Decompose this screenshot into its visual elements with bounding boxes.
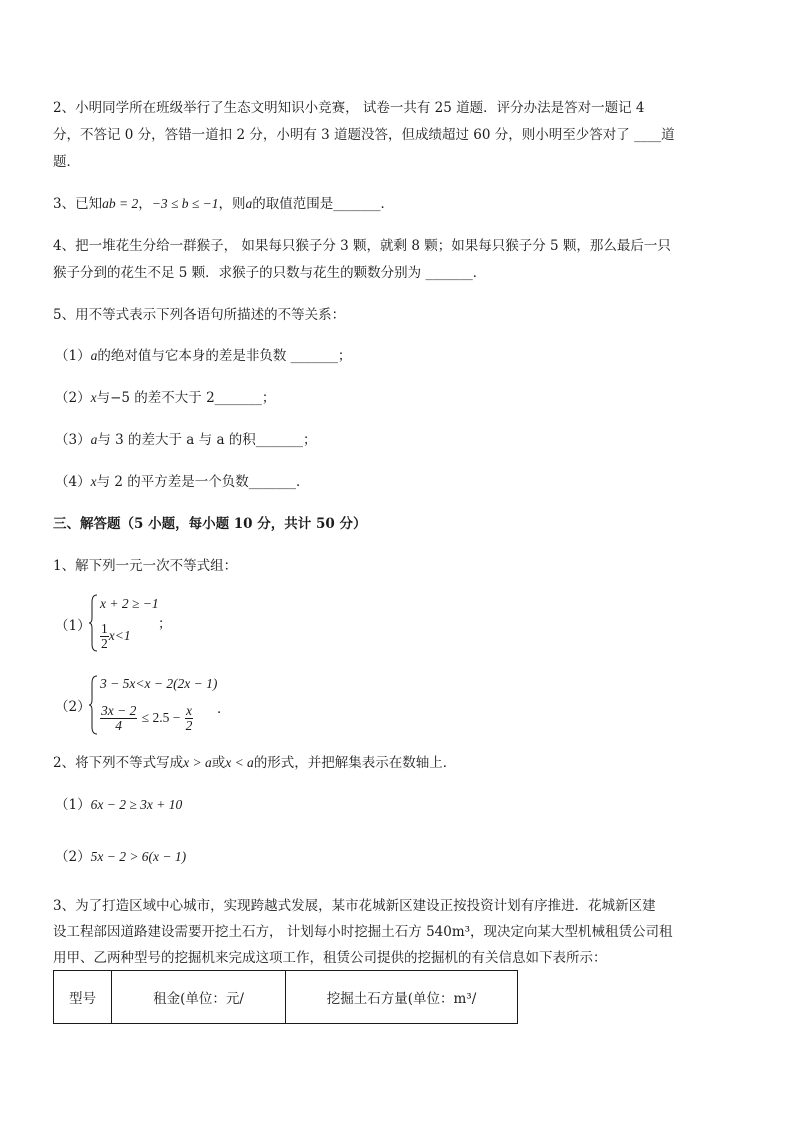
table-row — [54, 971, 518, 1024]
system-eq1: 3 − 5x<x − 2(2x − 1) — [100, 676, 218, 691]
q5-item-3 — [55, 430, 317, 450]
q5-item-label: （1） — [55, 348, 91, 364]
q3-mid: ，则 — [218, 196, 246, 212]
p2-item-expr: 5x − 2 > 6(x − 1) — [90, 849, 187, 864]
q2-line2: 分，不答记 0 分，答错一道扣 2 分，小明有 3 道题没答，但成绩超过 60 分，则小明至少答对了 ____道 — [53, 127, 675, 143]
p2-or: 或 — [211, 755, 226, 771]
p1-stem: 1、解下列一元一次不等式组： — [53, 558, 238, 574]
q3-line — [53, 194, 394, 214]
p2-form1: x > a — [183, 755, 212, 770]
frac-den: 4 — [115, 718, 123, 733]
q5-item-4 — [55, 472, 310, 492]
q5-item-var: a — [90, 432, 98, 447]
p1-system-1 — [55, 592, 255, 656]
q5-item-text: 与 3 的差大于 a 与 a 的积_______； — [97, 432, 317, 448]
q5-item-1 — [55, 346, 351, 366]
q3-cond1: ab = 2 — [102, 196, 139, 211]
q3-cond2: −3 ≤ b ≤ −1 — [151, 196, 219, 211]
q5-item-2 — [55, 388, 275, 408]
q5-item-var: a — [90, 348, 98, 363]
frac-num: 3x − 2 — [101, 703, 137, 718]
q5-item-var: x — [90, 390, 97, 405]
p3-line2: 设工程部因道路建设需要开挖土石方， 计划每小时挖掘土石方 540m³，现决定向某大型机械租赁公司租 — [53, 924, 673, 940]
p2-stem-a: 2、将下列不等式写成 — [53, 755, 184, 771]
p2-item-1 — [55, 795, 182, 815]
p2-item-expr: 6x − 2 ≥ 3x + 10 — [90, 797, 183, 812]
system-eq1: x + 2 ≥ −1 — [100, 596, 159, 611]
q5-stem: 5、用不等式表示下列各语句所描述的不等关系： — [53, 307, 346, 323]
system-label: （2） — [55, 699, 91, 715]
p2-item-2 — [55, 847, 186, 867]
frac-den: 2 — [185, 718, 193, 733]
p1-system-2 — [55, 673, 315, 739]
p3-line3: 用甲、乙两种型号的挖掘机来完成这项工作，租赁公司提供的挖掘机的有关信息如下表所示： — [53, 950, 607, 966]
table-header-model: 型号 — [54, 971, 112, 1024]
q5-item-text: 与−5 的差不大于 2_______； — [96, 390, 276, 406]
system-eq2 — [100, 622, 131, 651]
q3-suffix: 的取值范围是_______． — [252, 196, 395, 212]
q5-item-label: （4） — [55, 474, 91, 490]
left-brace-icon — [89, 594, 99, 652]
frac-den: 2 — [101, 636, 108, 651]
eq2-mid: ≤ 2.5 − — [141, 710, 181, 725]
q5-item-var: x — [90, 474, 97, 489]
q3-sep: ， — [138, 196, 152, 212]
q2-line1: 2、小明同学所在班级举行了生态文明知识小竞赛， 试卷一共有 25 道题．评分办法是答对一题记 4 — [53, 100, 645, 116]
p2-item-label: （2） — [55, 849, 91, 865]
q4-line1: 4、把一堆花生分给一群猴子， 如果每只猴子分 3 颗，就剩 8 颗；如果每只猴子分 5 颗，那么最后一只 — [53, 238, 671, 254]
table-header-volume: 挖掘土石方量(单位：m³/ — [286, 971, 518, 1024]
q2-line3: 题． — [53, 154, 80, 170]
system-label: （1） — [55, 618, 91, 634]
frac-num: 1 — [101, 621, 108, 636]
q5-item-text: 的绝对值与它本身的差是非负数 _______； — [97, 348, 352, 364]
frac-num: x — [185, 703, 192, 718]
q5-item-label: （2） — [55, 390, 91, 406]
q5-item-text: 与 2 的平方差是一个负数_______． — [96, 474, 310, 490]
eq2-rest: x<1 — [108, 628, 131, 643]
q4-line2: 猴子分到的花生不足 5 颗．求猴子的只数与花生的颗数分别为 _______． — [53, 265, 487, 281]
q3-var: a — [245, 196, 253, 211]
system-tail: ． — [217, 701, 231, 717]
system-eq2 — [100, 704, 193, 733]
p2-form2: x < a — [225, 755, 254, 770]
left-brace-icon — [89, 675, 99, 735]
q3-prefix: 3、已知 — [53, 196, 103, 212]
table-header-rent: 租金(单位：元/ — [112, 971, 286, 1024]
system-tail: ； — [158, 616, 172, 632]
q5-item-label: （3） — [55, 432, 91, 448]
p2-item-label: （1） — [55, 797, 91, 813]
excavator-table — [53, 970, 518, 1024]
p2-stem-b: 的形式，并把解集表示在数轴上． — [253, 755, 457, 771]
p3-line1: 3、为了打造区域中心城市，实现跨越式发展，某市花城新区建设正按投资计划有序推进．花城新区建 — [53, 898, 656, 914]
p2-stem — [53, 753, 456, 773]
section-heading: 三、解答题（5 小题，每小题 10 分，共计 50 分） — [53, 516, 367, 532]
